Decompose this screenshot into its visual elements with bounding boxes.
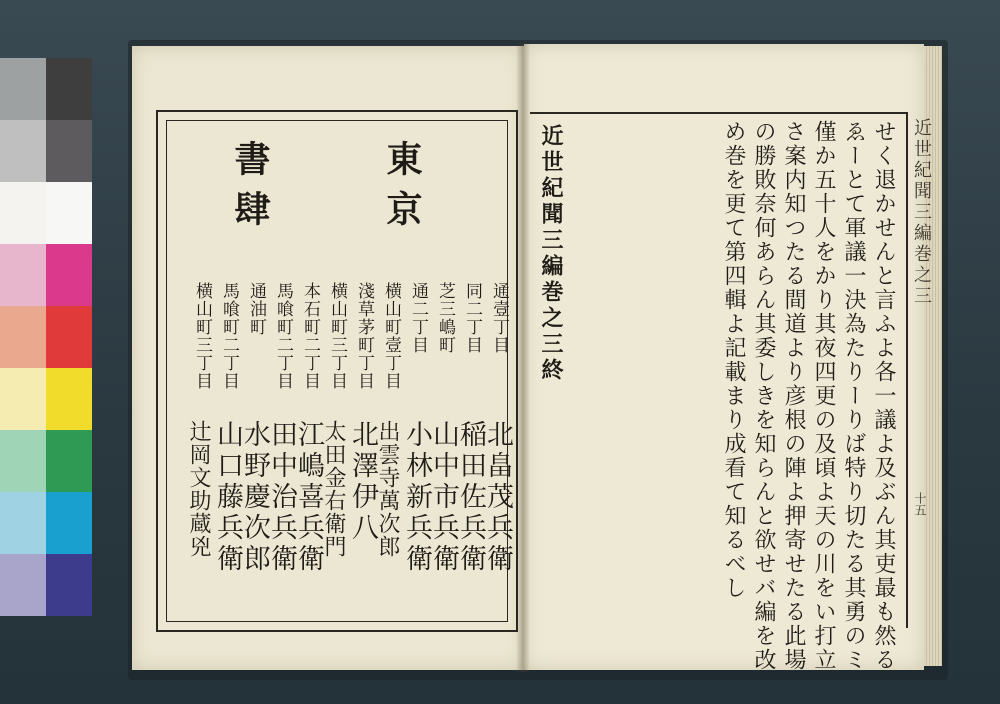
prose-line: さ案内知つたる間道より彦根の陣よ押寄せたる此場 [781, 120, 806, 672]
publisher-address: 馬喰町二丁目 [219, 282, 239, 390]
publisher-address: 横山町壹丁目 [381, 282, 401, 390]
swatch-left-7 [0, 492, 46, 554]
margin-rule [906, 112, 908, 626]
publisher-address: 淺草茅町丁目 [354, 282, 374, 390]
swatch-right-1 [46, 120, 92, 182]
publisher-address: 横山町三丁目 [192, 282, 212, 390]
publisher-name: 稲田佐兵衛 [455, 420, 486, 575]
publisher-name: 北畠茂兵衛 [482, 420, 513, 575]
swatch-left-5 [0, 368, 46, 430]
swatch-right-4 [46, 306, 92, 368]
swatch-left-3 [0, 244, 46, 306]
book-gutter [516, 44, 530, 672]
publisher-address: 通油町 [246, 282, 266, 336]
publisher-address: 同二丁目 [462, 282, 482, 354]
publisher-name: 出雲寺萬次郎 [375, 420, 400, 558]
publisher-address: 馬喰町二丁目 [273, 282, 293, 390]
swatch-right-7 [46, 492, 92, 554]
publisher-name: 辻岡文助蔵兇 [186, 420, 211, 558]
publisher-address: 本石町二丁目 [300, 282, 320, 390]
bookshop-heading: 書肆 [229, 140, 271, 240]
swatch-left-8 [0, 554, 46, 616]
swatch-left-1 [0, 120, 46, 182]
publisher-address: 横山町三丁目 [327, 282, 347, 390]
publisher-name: 山中市兵衛 [428, 420, 459, 575]
publisher-name: 小林新兵衛 [401, 420, 432, 575]
prose-line: め巻を更て第四輯よ記載まり成看て知るべし [721, 120, 746, 600]
swatch-left-4 [0, 306, 46, 368]
swatch-left-6 [0, 430, 46, 492]
swatch-right-6 [46, 430, 92, 492]
publisher-name: 水野慶次郎 [239, 420, 270, 575]
swatch-left-2 [0, 182, 46, 244]
color-calibration-chart [0, 58, 92, 618]
margin-book-title: 近世紀聞三編巻之三 [911, 118, 932, 307]
publisher-name: 北澤伊八 [347, 420, 378, 544]
swatch-right-2 [46, 182, 92, 244]
page-number: 十五 [913, 492, 927, 516]
prose-line: 僅か五十人をかり其夜四更の及頃よ天の川をい打立 [811, 120, 836, 672]
swatch-right-0 [46, 58, 92, 120]
publisher-address: 通二丁目 [408, 282, 428, 354]
publisher-name: 太田金右衛門 [321, 420, 346, 558]
publisher-name: 田中治兵衛 [266, 420, 297, 575]
publisher-name: 江嶋喜兵衛 [293, 420, 324, 575]
publisher-name: 山口藤兵衛 [212, 420, 243, 575]
publisher-address: 通壹丁目 [489, 282, 509, 354]
prose-line: の勝敗奈何あらん其委しきを知らんと欲せバ編を改 [751, 120, 776, 672]
volume-end-colophon: 近世紀聞三編巻之三終 [538, 124, 564, 384]
publisher-address: 芝三嶋町 [435, 282, 455, 354]
swatch-right-3 [46, 244, 92, 306]
prose-line: せく退かせんと言ふよ各一議よ及ぶん其吏最も然る [871, 120, 896, 672]
swatch-left-0 [0, 58, 46, 120]
swatch-right-5 [46, 368, 92, 430]
city-heading: 東京 [381, 140, 423, 240]
prose-line: ゑーとて軍議一決為たりーりば特り切たる其勇のミ [841, 120, 866, 672]
swatch-right-8 [46, 554, 92, 616]
